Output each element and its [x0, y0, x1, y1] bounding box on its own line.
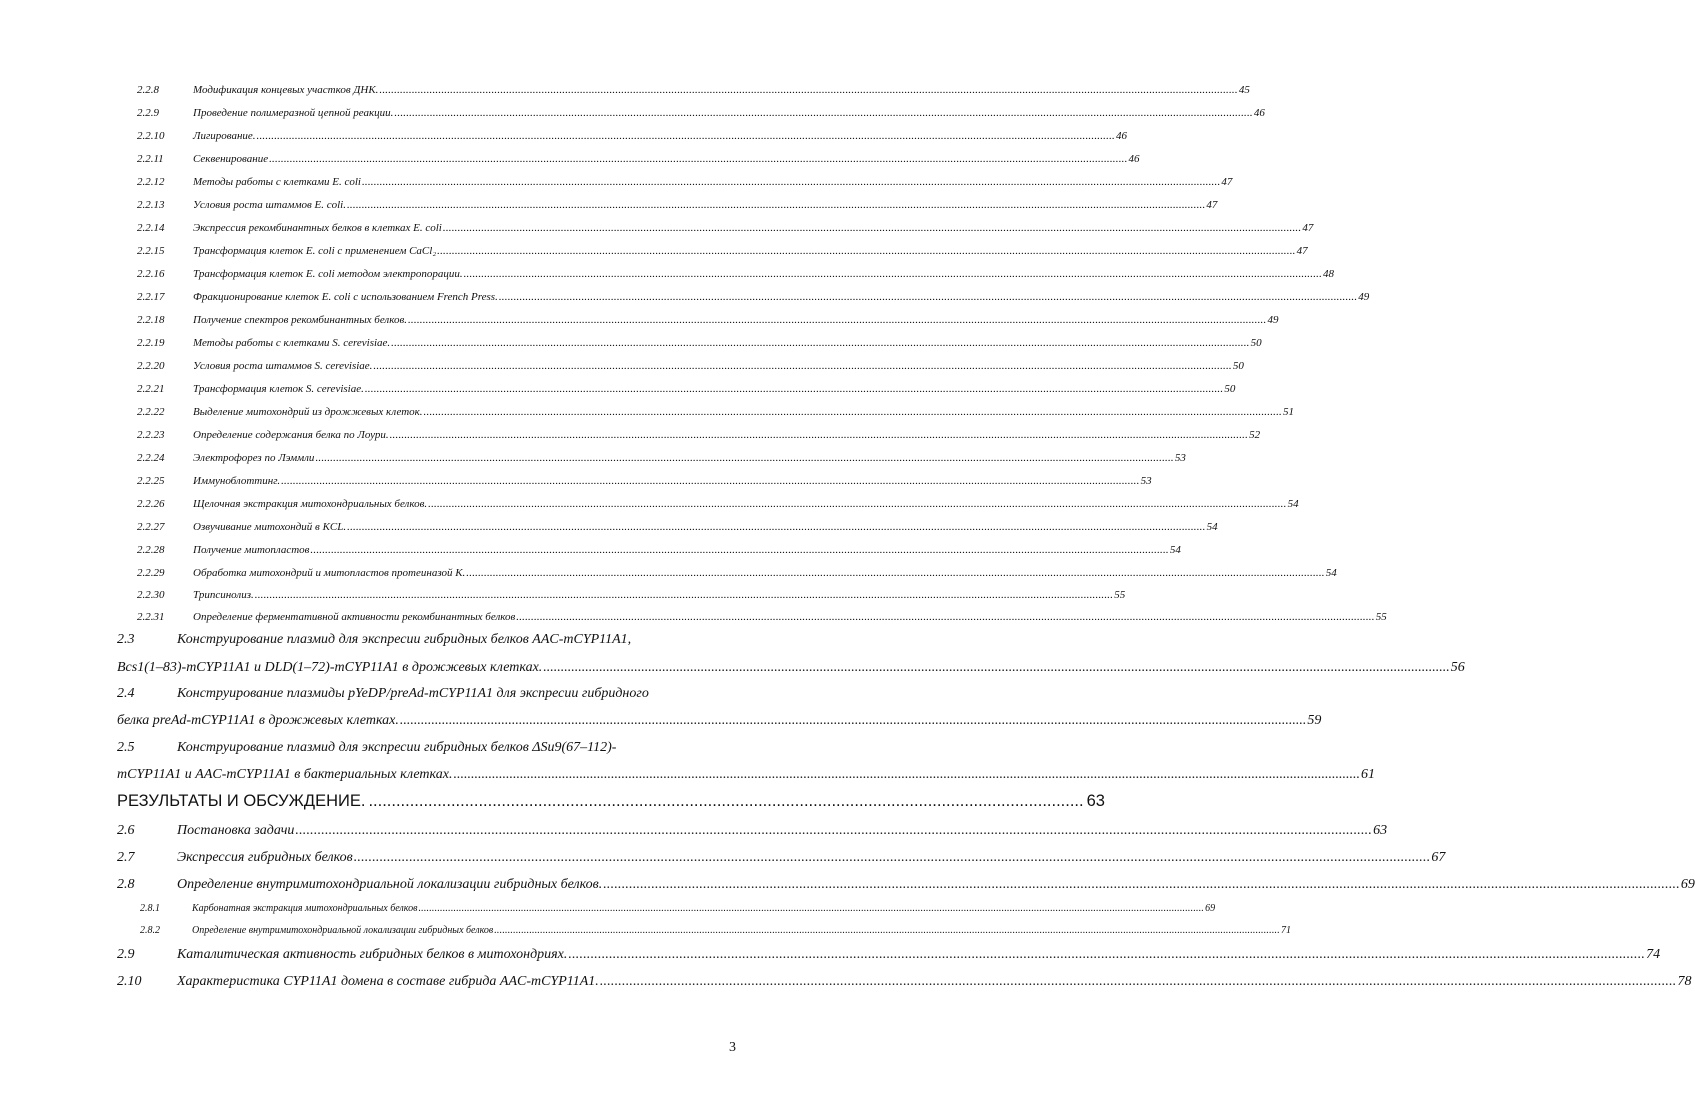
- toc-entry-page: 54: [1206, 521, 1218, 533]
- toc-entry: [137, 475, 1152, 497]
- toc-entry-page: 74: [1646, 947, 1661, 962]
- toc-entry-page: 46: [1115, 130, 1127, 142]
- toc-entry-title: Секвенирование: [193, 153, 269, 165]
- toc-entry-title: Проведение полимеразной цепной реакции.: [193, 107, 394, 119]
- toc-entry-page: 51: [1283, 406, 1294, 418]
- dot-leader: [365, 383, 1223, 395]
- toc-entry-number: 2.2.18: [137, 314, 165, 326]
- toc-entry-number: 2.2.20: [137, 360, 165, 372]
- toc-entry-page: 47: [1206, 199, 1218, 211]
- toc-entry-page: 53: [1174, 452, 1186, 464]
- toc-entry-number: 2.2.17: [137, 291, 165, 303]
- dot-leader: [269, 153, 1127, 165]
- toc-entry-title: Определение ферментативной активности рекомбинантных белков: [193, 611, 516, 623]
- dot-leader: [466, 567, 1324, 579]
- toc-entry: [137, 360, 1244, 382]
- toc-entry-page: 49: [1358, 291, 1370, 303]
- toc-entry-page: 54: [1325, 567, 1337, 579]
- toc-entry-number: 2.7: [117, 850, 135, 865]
- toc-entry-page: 53: [1140, 475, 1152, 487]
- dot-leader: [362, 176, 1220, 188]
- toc-entry-title: Экспрессия рекомбинантных белков в клетках E. coli: [193, 222, 442, 234]
- dot-leader: [494, 925, 1280, 936]
- toc-entry-page: 46: [1253, 107, 1265, 119]
- toc-entry-page: 50: [1232, 360, 1244, 372]
- section-heading-title: РЕЗУЛЬТАТЫ И ОБСУЖДЕНИЕ.: [117, 792, 366, 810]
- dot-leader: [310, 544, 1168, 556]
- toc-entry-number: 2.2.31: [137, 611, 165, 623]
- toc-entry-page: 55: [1375, 611, 1387, 623]
- dot-leader: [428, 498, 1286, 510]
- toc-entry-line2: [117, 713, 1322, 729]
- toc-entry: [137, 291, 1370, 313]
- toc-entry-title: Выделение митохондрий из дрожжевых клеток.: [193, 406, 423, 418]
- toc-entry-number: 2.3: [117, 632, 135, 647]
- toc-entry-line2: [117, 660, 1465, 676]
- toc-entry-title: Определение внутримитохондриальной локализации гибридных белков: [192, 925, 494, 936]
- toc-entry-page: 61: [1360, 767, 1375, 782]
- dot-leader: [568, 947, 1645, 963]
- toc-entry-title: Методы работы с клетками S. cerevisiae.: [193, 337, 391, 349]
- toc-entry-page: 45: [1238, 84, 1250, 96]
- toc-entry-title: Трансформация клеток E. coli с применением CaCl₂: [193, 245, 437, 257]
- toc-entry-title: Фракционирование клеток E. coli с использованием French Press.: [193, 291, 498, 303]
- toc-entry-title: Конструирование плазмид для экспресии гибридных белков ΔSu9(67–112)-: [177, 740, 617, 755]
- dot-leader: [257, 130, 1115, 142]
- toc-entry-number: 2.2.27: [137, 521, 165, 533]
- toc-entry-page: 48: [1323, 268, 1335, 280]
- toc-entry-title: Определение содержания белка по Лоури.: [193, 429, 389, 441]
- dot-leader: [443, 222, 1301, 234]
- toc-entry-number: 2.2.10: [137, 130, 165, 142]
- toc-entry: [137, 498, 1299, 520]
- toc-entry-title-cont: белка preAd-mCYP11A1 в дрожжевых клетках.: [117, 713, 399, 728]
- section-heading-results: [117, 792, 1105, 811]
- toc-entry-title: Характеристика CYP11A1 домена в составе гибрида AAC-mCYP11A1.: [177, 974, 599, 989]
- toc-entry: [137, 84, 1250, 106]
- toc-entry: [137, 268, 1335, 290]
- dot-leader: [418, 903, 1204, 914]
- toc-entry: [117, 823, 1388, 845]
- dot-leader: [453, 767, 1360, 783]
- dot-leader: [391, 337, 1249, 349]
- toc-entry-number: 2.2.8: [137, 84, 159, 96]
- toc-entry-line1: [117, 632, 737, 648]
- toc-entry-number: 2.2.13: [137, 199, 165, 211]
- toc-entry-page: 59: [1307, 713, 1322, 728]
- toc-entry-page: 46: [1128, 153, 1140, 165]
- toc-entry: [137, 383, 1236, 405]
- toc-entry: [137, 199, 1218, 221]
- toc-entry-page: 55: [1114, 589, 1126, 601]
- toc-entry-number: 2.2.23: [137, 429, 165, 441]
- dot-leader: [354, 850, 1431, 866]
- dot-leader: [315, 452, 1173, 464]
- toc-entry-page: 54: [1169, 544, 1181, 556]
- toc-entry: [117, 974, 1692, 996]
- toc-entry-page: 69: [1680, 877, 1695, 892]
- toc-entry-title: Электрофорез по Лэммли: [193, 452, 315, 464]
- toc-entry-page: 54: [1287, 498, 1299, 510]
- toc-entry: [117, 850, 1446, 872]
- toc-entry-number: 2.8: [117, 877, 135, 892]
- toc-entry-title: Условия роста штаммов E. coli.: [193, 199, 346, 211]
- toc-entry-number: 2.2.11: [137, 153, 164, 165]
- toc-entry: [137, 589, 1126, 611]
- toc-entry-number: 2.2.15: [137, 245, 165, 257]
- dot-leader: [408, 314, 1266, 326]
- dot-leader: [295, 823, 1372, 839]
- page-number: 3: [729, 1040, 736, 1055]
- toc-entry: [137, 107, 1265, 129]
- toc-entry-title: Щелочная экстракция митохондриальных белков.: [193, 498, 428, 510]
- dot-leader: [368, 792, 1083, 811]
- dot-leader: [373, 360, 1231, 372]
- toc-entry: [137, 429, 1261, 451]
- toc-entry-page: 67: [1431, 850, 1446, 865]
- toc-entry-page: 71: [1280, 925, 1291, 936]
- toc-entry-number: 2.2.30: [137, 589, 165, 601]
- dot-leader: [603, 877, 1680, 893]
- toc-entry-number: 2.2.28: [137, 544, 165, 556]
- toc-entry-line2: [117, 767, 1375, 783]
- dot-leader: [437, 245, 1295, 257]
- toc-entry-number: 2.10: [117, 974, 142, 989]
- dot-leader: [499, 291, 1357, 303]
- toc-entry-title: Озвучивание митохондий в KCL.: [193, 521, 347, 533]
- toc-entry-number: 2.2.14: [137, 222, 165, 234]
- toc-entry-number: 2.8.1: [140, 903, 160, 914]
- toc-entry-number: 2.6: [117, 823, 135, 838]
- toc-entry-title: Карбонатная экстракция митохондриальных белков: [192, 903, 418, 914]
- toc-entry-page: 47: [1302, 222, 1314, 234]
- dot-leader: [347, 521, 1205, 533]
- dot-leader: [400, 713, 1307, 729]
- toc-entry-title-cont: Bcs1(1–83)-mCYP11A1 и DLD(1–72)-mCYP11A1 в дрожжевых клетках.: [117, 660, 543, 675]
- toc-entry-number: 2.2.26: [137, 498, 165, 510]
- toc-entry: [137, 245, 1308, 267]
- toc-entry-page: 56: [1450, 660, 1465, 675]
- toc-entry-title: Постановка задачи: [177, 823, 295, 838]
- section-heading-page: 63: [1086, 792, 1105, 810]
- dot-leader: [516, 611, 1374, 623]
- toc-entry: [137, 314, 1279, 336]
- toc-entry-number: 2.2.16: [137, 268, 165, 280]
- toc-entry-number: 2.2.25: [137, 475, 165, 487]
- toc-subentry: [140, 925, 1291, 943]
- toc-entry-page: 63: [1373, 823, 1388, 838]
- toc-entry-number: 2.2.19: [137, 337, 165, 349]
- toc-entry-title: Обработка митохондрий и митопластов протеиназой К.: [193, 567, 466, 579]
- toc-entry: [117, 877, 1695, 899]
- dot-leader: [600, 974, 1677, 990]
- toc-entry: [137, 567, 1337, 589]
- toc-entry-title: Трипсинолиз.: [193, 589, 254, 601]
- dot-leader: [390, 429, 1248, 441]
- toc-entry-page: 49: [1267, 314, 1279, 326]
- toc-entry: [137, 611, 1387, 633]
- toc-entry: [137, 337, 1262, 359]
- toc-entry-title: Определение внутримитохондриальной локализации гибридных белков.: [177, 877, 603, 892]
- toc-entry-page: 50: [1250, 337, 1262, 349]
- toc-entry-number: 2.2.22: [137, 406, 165, 418]
- dot-leader: [379, 84, 1237, 96]
- toc-entry-title: Экспрессия гибридных белков: [177, 850, 353, 865]
- dot-leader: [255, 589, 1113, 601]
- toc-entry-title: Получение спектров рекомбинантных белков.: [193, 314, 407, 326]
- toc-entry: [137, 130, 1127, 152]
- toc-entry: [117, 947, 1661, 969]
- toc-entry-title: Лигирование.: [193, 130, 256, 142]
- dot-leader: [281, 475, 1139, 487]
- toc-entry-number: 2.2.12: [137, 176, 165, 188]
- toc-subentry: [140, 903, 1216, 921]
- dot-leader: [424, 406, 1282, 418]
- toc-entry: [137, 406, 1294, 428]
- toc-entry-title: Иммуноблоттинг.: [193, 475, 281, 487]
- toc-entry: [137, 176, 1233, 198]
- dot-leader: [543, 660, 1450, 676]
- toc-entry: [137, 452, 1186, 474]
- toc-entry-number: 2.2.9: [137, 107, 159, 119]
- dot-leader: [394, 107, 1252, 119]
- toc-entry-line1: [117, 686, 737, 702]
- toc-entry-page: 47: [1221, 176, 1233, 188]
- toc-entry-title: Условия роста штаммов S. cerevisiae.: [193, 360, 373, 372]
- toc-entry-page: 47: [1296, 245, 1308, 257]
- dot-leader: [464, 268, 1322, 280]
- toc-entry-number: 2.2.24: [137, 452, 165, 464]
- toc-entry-page: 69: [1205, 903, 1216, 914]
- toc-entry: [137, 521, 1218, 543]
- toc-entry-title: Получение митопластов: [193, 544, 310, 556]
- toc-entry-title: Трансформация клеток E. coli методом электропорации.: [193, 268, 463, 280]
- toc-entry-page: 78: [1677, 974, 1692, 989]
- toc-entry-title: Конструирование плазмиды pYeDP/preAd-mCYP11A1 для экспресии гибридного: [177, 686, 649, 701]
- toc-entry-page: 50: [1224, 383, 1236, 395]
- toc-entry: [137, 222, 1314, 244]
- toc-entry: [137, 544, 1181, 566]
- toc-entry-line1: [117, 740, 737, 756]
- toc-entry-number: 2.2.29: [137, 567, 165, 579]
- toc-entry-title: Конструирование плазмид для экспресии гибридных белков AAC-mCYP11A1,: [177, 632, 632, 647]
- toc-entry-number: 2.5: [117, 740, 135, 755]
- toc-entry-title-cont: mCYP11A1 и AAC-mCYP11A1 в бактериальных клетках.: [117, 767, 453, 782]
- toc-entry: [137, 153, 1140, 175]
- toc-entry-title: Методы работы с клетками E. coli: [193, 176, 361, 188]
- toc-entry-number: 2.2.21: [137, 383, 165, 395]
- toc-entry-number: 2.4: [117, 686, 135, 701]
- dot-leader: [347, 199, 1205, 211]
- toc-entry-page: 52: [1249, 429, 1261, 441]
- toc-entry-title: Модификация концевых участков ДНК.: [193, 84, 379, 96]
- toc-entry-number: 2.8.2: [140, 925, 160, 936]
- toc-entry-title: Трансформация клеток S. cerevisiae.: [193, 383, 364, 395]
- toc-entry-title: Каталитическая активность гибридных белков в митохондриях.: [177, 947, 568, 962]
- toc-entry-number: 2.9: [117, 947, 135, 962]
